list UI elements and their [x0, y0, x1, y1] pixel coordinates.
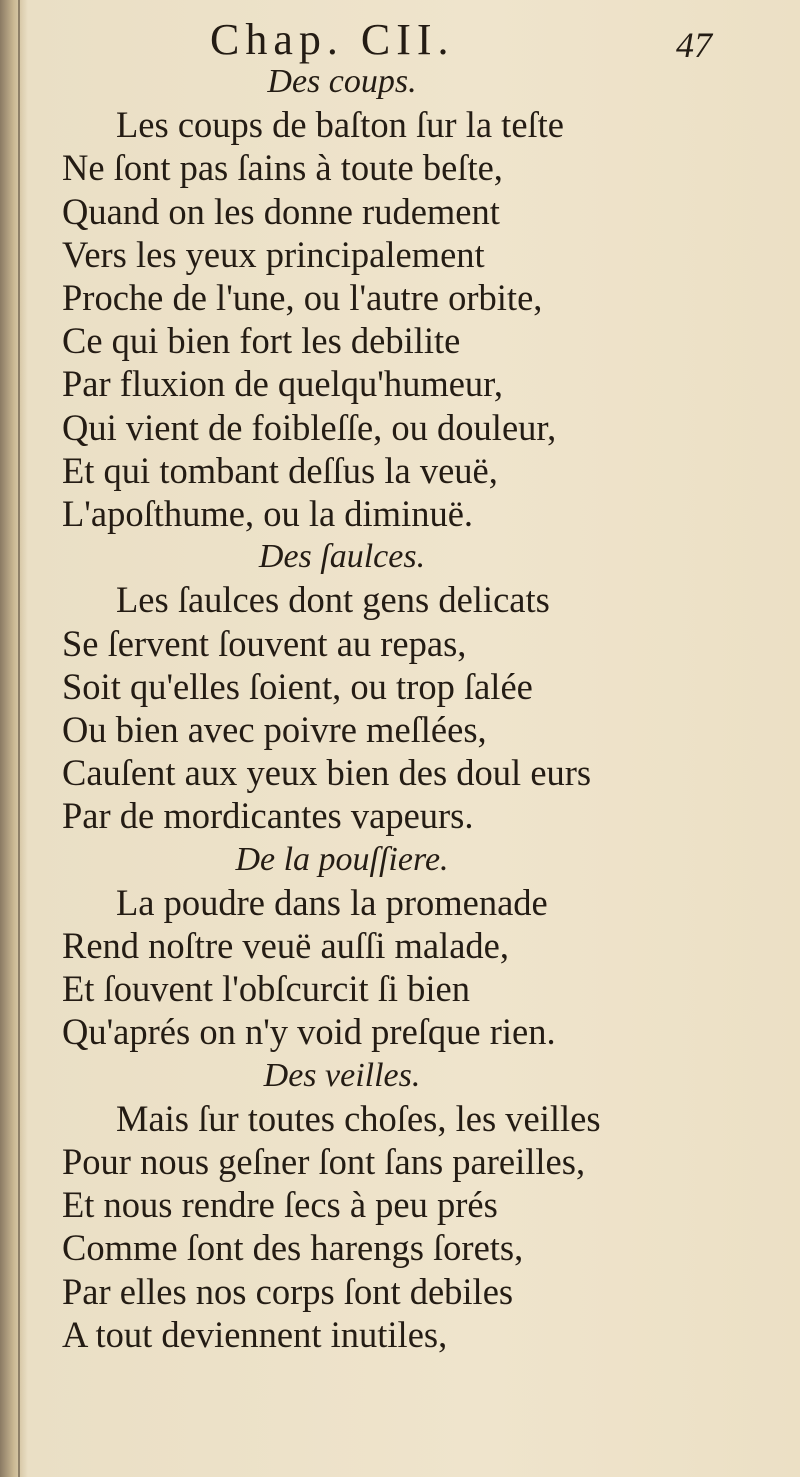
verse-line: Les coups de baſton ſur la teſte: [116, 104, 564, 146]
verse-line: La poudre dans la promenade: [116, 881, 548, 923]
verse-line: Et ſouvent l'obſcurcit ſi bien: [62, 968, 470, 1010]
verse-line: Ou bien avec poivre meſlées,: [62, 709, 487, 751]
verse-line: Ce qui bien fort les debilite: [62, 320, 461, 362]
verse-line: Par de mordicantes vapeurs.: [62, 795, 474, 837]
verse-line: Qu'aprés on n'y void preſque rien.: [62, 1011, 556, 1053]
verse-line: Soit qu'elles ſoient, ou trop ſalée: [62, 665, 533, 707]
verse-line: Quand on les donne rudement: [62, 190, 500, 232]
page-gutter-edge: [18, 0, 20, 1477]
page-number: 47: [676, 25, 712, 65]
verse-line: Se ſervent ſouvent au repas,: [62, 622, 467, 664]
chapter-number: CII.: [360, 15, 455, 64]
verse-line: Et qui tombant deſſus la veuë,: [62, 449, 498, 491]
section-heading: Des coups.: [267, 63, 417, 100]
verse-line: Par elles nos corps ſont debiles: [62, 1270, 514, 1312]
verse-line: Par fluxion de quelqu'humeur,: [62, 363, 503, 405]
section-heading: Des ſaulces.: [258, 538, 426, 576]
verse-line: Proche de l'une, ou l'autre orbite,: [62, 277, 543, 319]
section-heading: Des veilles.: [263, 1056, 421, 1094]
verse-line: L'apoſthume, ou la diminuë.: [62, 493, 474, 535]
verse-line: Rend noſtre veuë auſſi malade,: [62, 925, 509, 967]
section-heading: De la pouſſiere.: [235, 840, 449, 878]
verse-line: Comme ſont des harengs ſorets,: [62, 1227, 524, 1269]
verse-line: Pour nous geſner ſont ſans pareilles,: [62, 1141, 586, 1183]
verse-line: A tout deviennent inutiles,: [62, 1313, 448, 1355]
verse-line: Mais ſur toutes choſes, les veilles: [116, 1097, 601, 1139]
chapter-label: Chap.: [210, 15, 344, 64]
verse-line: Cauſent aux yeux bien des doul eurs: [62, 752, 592, 794]
verse-line: Et nous rendre ſecs à peu prés: [62, 1184, 498, 1226]
verse-line: Qui vient de foibleſſe, ou douleur,: [62, 406, 557, 448]
poem-body: [62, 60, 762, 1356]
verse-line: Les ſaulces dont gens delicats: [116, 579, 550, 621]
verse-line: Vers les yeux principalement: [62, 233, 485, 275]
verse-line: Ne ſont pas ſains à toute beſte,: [62, 147, 503, 189]
chapter-heading: [210, 14, 455, 65]
